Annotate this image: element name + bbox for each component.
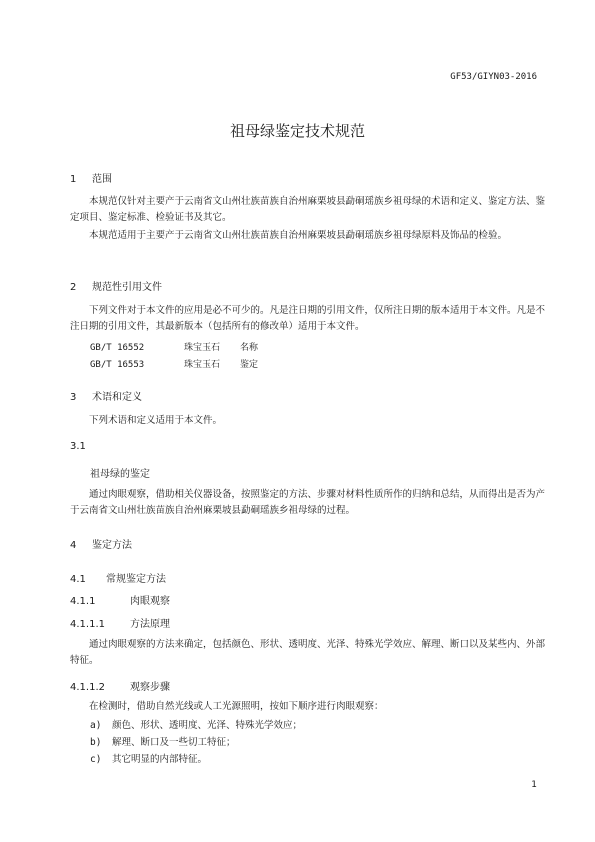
document-code: GF53/GIYN03-2016 xyxy=(450,72,537,82)
section-title: 范围 xyxy=(92,174,112,185)
section-number: 2 xyxy=(70,282,77,293)
reference-category: 珠宝玉石 xyxy=(184,343,221,353)
paragraph: 本规范仅针对主要产于云南省文山州壮族苗族自治州麻栗坡县勐硐瑶族乡祖母绿的术语和定义、鉴定方法、鉴定项目、鉴定标准、检验证书及其它。 xyxy=(70,196,546,223)
section-number: 4.1.1.1 xyxy=(70,619,105,630)
standard-code: GB/T 16552 xyxy=(90,343,145,353)
term-definition: 通过肉眼观察，借助相关仪器设备，按照鉴定的方法、步骤对材料性质所作的归纳和总结，从而得出是否为产于云南省文山州壮族苗族自治州麻栗坡县勐硐瑶族乡祖母绿的过程。 xyxy=(70,489,546,516)
section-number: 4.1.1.2 xyxy=(70,682,105,693)
list-text: 其它明显的内部特征。 xyxy=(112,754,208,765)
section-title: 规范性引用文件 xyxy=(92,282,162,293)
reference-title: 名称 xyxy=(240,343,259,353)
paragraph: 下列术语和定义适用于本文件。 xyxy=(89,415,223,426)
section-title: 鉴定方法 xyxy=(92,540,132,551)
section-title: 常规鉴定方法 xyxy=(106,574,166,585)
list-item xyxy=(90,734,236,748)
section-2-heading xyxy=(70,278,162,293)
section-title: 肉眼观察 xyxy=(130,596,170,607)
section-4-heading xyxy=(70,536,132,551)
term-heading: 祖母绿的鉴定 xyxy=(90,469,150,480)
subsection-4-1-1-heading xyxy=(70,592,170,607)
paragraph: 在检测时，借助自然光线或人工光源照明，按如下顺序进行肉眼观察： xyxy=(89,701,384,712)
section-number: 4 xyxy=(70,540,77,551)
paragraph: 本规范适用于主要产于云南省文山州壮族苗族自治州麻栗坡县勐硐瑶族乡祖母绿原料及饰品的检验。 xyxy=(89,230,508,241)
subsection-4-1-1-2-heading xyxy=(70,678,170,693)
list-marker: a) xyxy=(90,720,102,731)
section-title: 术语和定义 xyxy=(92,392,142,403)
reference-item xyxy=(90,357,258,370)
page-title: 祖母绿鉴定技术规范 xyxy=(229,122,365,140)
page-number: 1 xyxy=(531,780,537,790)
list-marker: b) xyxy=(90,737,102,748)
standard-code: GB/T 16553 xyxy=(90,360,145,370)
section-number: 1 xyxy=(70,174,77,185)
paragraph: 通过肉眼观察的方法来确定，包括颜色、形状、透明度、光泽、特殊光学效应、解理、断口以及某些内、外部特征。 xyxy=(70,639,546,666)
list-text: 解理、断口及一些切工特征； xyxy=(112,737,236,748)
reference-category: 珠宝玉石 xyxy=(184,360,221,370)
subsection-4-1-heading xyxy=(70,570,166,585)
list-text: 颜色、形状、透明度、光泽、特殊光学效应； xyxy=(112,720,303,731)
section-number: 4.1.1 xyxy=(70,596,96,607)
subsection-3-1-number: 3.1 xyxy=(70,441,86,452)
section-3-heading xyxy=(70,388,142,403)
list-item xyxy=(90,751,207,765)
reference-item xyxy=(90,340,258,353)
paragraph: 下列文件对于本文件的应用是必不可少的。凡是注日期的引用文件，仅所注日期的版本适用于本文件。凡是不注日期的引用文件，其最新版本（包括所有的修改单）适用于本文件。 xyxy=(70,305,546,332)
section-1-heading xyxy=(70,170,112,185)
section-number: 3 xyxy=(70,392,77,403)
subsection-4-1-1-1-heading xyxy=(70,615,170,630)
reference-title: 鉴定 xyxy=(240,360,259,370)
list-marker: c) xyxy=(90,754,102,765)
section-number: 4.1 xyxy=(70,574,86,585)
section-title: 方法原理 xyxy=(130,619,170,630)
section-title: 观察步骤 xyxy=(130,682,170,693)
list-item xyxy=(90,717,302,731)
